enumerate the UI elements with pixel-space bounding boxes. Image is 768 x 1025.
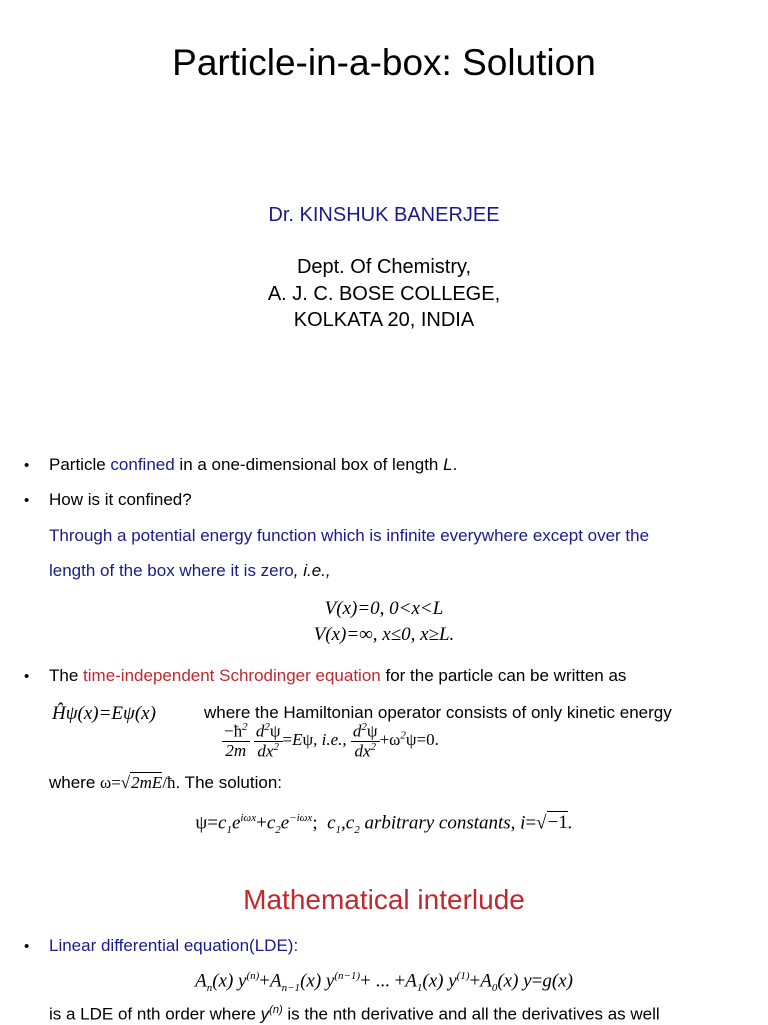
bullet-schrodinger: • The time-independent Schrodinger equation for the particle can be written as: [24, 666, 627, 685]
highlight-schrodinger: time-independent Schrodinger equation: [83, 666, 381, 685]
bullet-how-confined: • How is it confined?: [24, 490, 192, 509]
bullet-confined: • Particle confined in a one-dimensional box of length L.: [24, 455, 458, 474]
affiliation-college: A. J. C. BOSE COLLEGE,: [267, 283, 501, 305]
schrodinger-eq: Ĥψ(x)=Eψ(x): [52, 703, 156, 724]
page-title: Particle-in-a-box: Solution: [172, 42, 596, 83]
bullet-icon: •: [24, 938, 30, 955]
explanation-line-2: length of the box where it is zero, i.e.,: [49, 561, 331, 580]
hamiltonian-text: where the Hamiltonian operator consists of only kinetic energy: [204, 703, 672, 722]
affiliation-city: KOLKATA 20, INDIA: [293, 309, 475, 331]
bullet-icon: •: [24, 668, 30, 685]
affiliation-dept: Dept. Of Chemistry,: [296, 256, 472, 278]
potential-eq-inside: V(x)=0, 0<x<L: [324, 598, 444, 619]
kinetic-energy-eq: $\frac{-ħ^2}{2m}$ $\frac{d^2\psi}{dx^2}$ =Eψ, i.e., $\frac{d^2\psi}{dx^2}$ $+\omega^2\psi=0$.: [224, 721, 439, 761]
solution-eq: $\psi=c_1e^{i\omega x}+c_2e^{-i\omega x}$; $c_1,c_2$ arbitrary constants, i=√−1.: [195, 812, 573, 837]
explanation-line-1: Through a potential energy function which is infinite everywhere except over the: [49, 526, 650, 545]
lde-eq: $A_n(x)$ $y^{(n)}+A_{n-1}(x)$ $y^{(n-1)}+$ ... $+A_1(x)$ $y^{(1)}+A_0(x)$ y=g(x): [195, 970, 573, 995]
author-name: Dr. KINSHUK BANERJEE: [268, 204, 500, 226]
highlight-confined: confined: [110, 455, 175, 474]
potential-eq-outside: V(x)=∞, x≤0, x≥L.: [313, 624, 455, 645]
lde-description: is a LDE of nth order where $y^{(n)}$ is the nth derivative and all the derivatives as well: [49, 1004, 660, 1024]
omega-definition: where ω=√2mE/ħ. The solution:: [49, 773, 283, 792]
section-title: Mathematical interlude: [243, 884, 525, 915]
bullet-lde: • Linear differential equation(LDE):: [24, 936, 299, 955]
bullet-icon: •: [24, 457, 30, 474]
bullet-icon: •: [24, 492, 30, 509]
